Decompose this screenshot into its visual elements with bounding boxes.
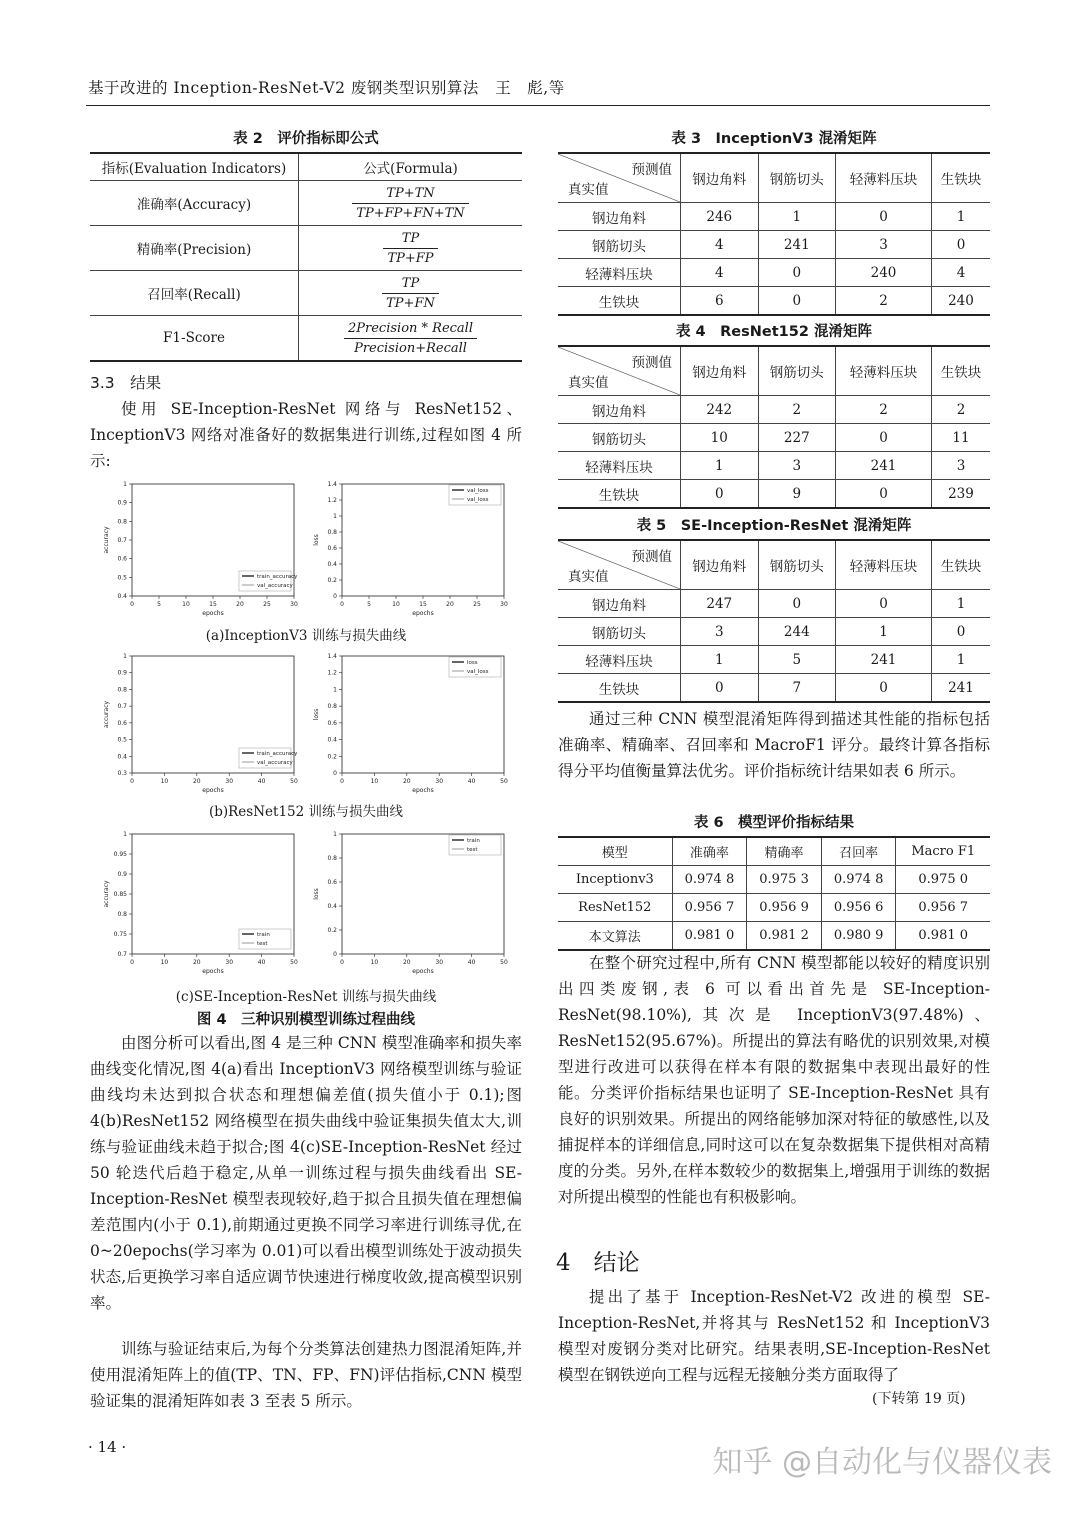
class-header: 钢筋切头: [758, 346, 836, 396]
class-header: 钢边角料: [681, 153, 759, 203]
cell: 0: [836, 590, 932, 618]
y-tick-label: 1: [333, 513, 337, 520]
row-label: 轻薄料压块: [558, 646, 681, 674]
continued-note: (下转第 19 页): [872, 1391, 966, 1407]
cell: 0.956 9: [747, 894, 822, 922]
formula-den: TP+FN: [386, 295, 435, 311]
right-paragraph-2: 在整个研究过程中,所有 CNN 模型都能以较好的精度识别出四类废钢,表 6 可以看出首先是 SE-Inception-ResNet(98.10%),其次是 InceptionV3(97.48%)、ResNet152(95.67%)。所提出的算法有略优的识别效果,对模型进行改进可以获得在样本有限的数据集中表现出最好的性能。分类评价指标结果也证明了 SE-Inception-ResNet 具有良好的识别效果。所提出的网络能够加深对特征的敏感性,以及捕捉样本的详细信息,同时这可以在复杂数据集下提供相对高精度的分类。另外,在样本数较少的数据集上,增强用于训练的数据对所提出模型的性能也有积极影响。: [558, 954, 990, 1206]
legend-label: val_accuracy: [257, 583, 293, 589]
cell: 239: [931, 480, 990, 509]
y-tick-label: 0.4: [117, 593, 127, 600]
formula-den: TP+FP+FN+TN: [356, 205, 465, 221]
x-tick-label: 30: [225, 959, 234, 966]
x-tick-label: 20: [402, 959, 411, 966]
running-header: [88, 76, 565, 98]
row-label: 钢筋切头: [558, 424, 681, 452]
table2: [90, 152, 522, 362]
x-axis-label: epochs: [202, 787, 224, 794]
x-tick-label: 10: [370, 959, 379, 966]
chart-b-loss: [310, 650, 510, 795]
x-tick-label: 10: [160, 959, 169, 966]
cell: 3: [758, 452, 836, 480]
x-tick-label: 30: [290, 601, 298, 608]
x-tick-label: 30: [435, 959, 444, 966]
cell: 0.975 3: [747, 866, 822, 894]
y-tick-label: 0.9: [117, 871, 127, 878]
table6-caption: 表 6 模型评价指标结果: [693, 815, 855, 831]
cell: 4: [681, 231, 759, 259]
y-tick-label: 0.95: [113, 851, 127, 858]
chart-b-accuracy: [100, 650, 300, 795]
y-tick-label: 0.7: [117, 703, 127, 711]
x-axis-label: epochs: [412, 968, 434, 975]
x-tick-label: 0: [340, 601, 344, 608]
cell: Inceptionv3: [558, 866, 672, 894]
y-tick-label: 0.5: [117, 574, 127, 582]
x-tick-label: 20: [236, 601, 244, 608]
chart-a-accuracy: [100, 478, 300, 618]
y-axis-label: accuracy: [103, 880, 110, 908]
x-tick-label: 10: [160, 778, 169, 785]
cell: 1: [931, 646, 990, 674]
class-header: 钢筋切头: [758, 540, 836, 590]
legend-label: test: [257, 941, 268, 947]
x-tick-label: 0: [130, 959, 134, 966]
cell: 2: [758, 396, 836, 424]
x-tick-label: 20: [446, 601, 454, 608]
cell: 0: [836, 480, 932, 509]
cell: 241: [836, 646, 932, 674]
y-tick-label: 0.3: [117, 770, 127, 777]
y-tick-label: 0.6: [327, 879, 337, 886]
y-tick-label: 0.6: [117, 719, 127, 727]
x-tick-label: 30: [500, 601, 508, 608]
cell: 2: [931, 396, 990, 424]
cell: 0.975 0: [896, 866, 990, 894]
cell: 0.956 6: [821, 894, 896, 922]
y-axis-label: loss: [313, 888, 320, 900]
x-tick-label: 40: [467, 959, 476, 966]
y-tick-label: 0.9: [117, 669, 127, 677]
x-tick-label: 40: [257, 778, 266, 785]
table2-col2: 公式(Formula): [299, 153, 523, 181]
cell: 0.981 0: [672, 922, 747, 951]
table3: [558, 152, 990, 316]
row-label: 钢边角料: [558, 203, 681, 231]
y-tick-label: 1: [333, 686, 337, 694]
y-tick-label: 0.4: [327, 736, 337, 744]
x-tick-label: 5: [367, 601, 371, 608]
class-header: 轻薄料压块: [836, 153, 932, 203]
table3-caption: 表 3 InceptionV3 混淆矩阵: [671, 131, 877, 147]
x-tick-label: 0: [340, 959, 344, 966]
table5-caption: 表 5 SE-Inception-ResNet 混淆矩阵: [636, 518, 912, 534]
legend-label: loss: [467, 660, 478, 666]
row-label: 生铁块: [558, 287, 681, 316]
section-3-3-intro: 使用 SE-Inception-ResNet 网络与 ResNet152、InceptionV3 网络对准备好的数据集进行训练,过程如图 4 所示:: [90, 400, 522, 470]
cell: 4: [681, 259, 759, 287]
y-tick-label: 0.6: [327, 545, 337, 552]
cell: 0: [758, 259, 836, 287]
y-tick-label: 0.85: [113, 891, 127, 898]
page-number: · 14 ·: [88, 1438, 127, 1456]
row-label: 钢筋切头: [558, 618, 681, 646]
cell: 6: [681, 287, 759, 316]
cell: 2: [836, 396, 932, 424]
cell: 0.956 7: [672, 894, 747, 922]
pred-label: 预测值: [631, 549, 672, 565]
y-tick-label: 0.8: [327, 703, 337, 711]
row-label: 轻薄料压块: [558, 452, 681, 480]
cell: 0.981 0: [896, 922, 990, 951]
table4: [558, 345, 990, 509]
chart-c-accuracy: [100, 828, 300, 976]
chart-c-loss: [310, 828, 510, 976]
legend-label: train: [257, 932, 270, 938]
table2-formula: [299, 226, 523, 271]
true-label: 真实值: [568, 375, 609, 391]
cell: 9: [758, 480, 836, 509]
figure4-sub-a: (a)InceptionV3 训练与损失曲线: [205, 628, 407, 644]
table2-name: 准确率(Accuracy): [90, 181, 299, 226]
table2-name: 召回率(Recall): [90, 271, 299, 316]
cell: 0: [931, 618, 990, 646]
header-authors: 王 彪,等: [495, 79, 565, 97]
cell: 240: [931, 287, 990, 316]
y-tick-label: 0.8: [117, 911, 127, 918]
table2-formula: [299, 316, 523, 362]
cell: 3: [681, 618, 759, 646]
x-tick-label: 0: [130, 778, 134, 785]
x-tick-label: 15: [209, 601, 217, 608]
figure4-sub-c: (c)SE-Inception-ResNet 训练与损失曲线: [175, 989, 437, 1005]
legend-label: val_loss: [467, 669, 489, 675]
cell: 7: [758, 674, 836, 703]
cell: 0.981 2: [747, 922, 822, 951]
legend-label: train_accuracy: [257, 574, 298, 580]
cell: 2: [836, 287, 932, 316]
legend-label: train_accuracy: [257, 751, 298, 757]
table2-formula: [299, 181, 523, 226]
table2-formula: [299, 271, 523, 316]
class-header: 生铁块: [931, 540, 990, 590]
cell: 0.980 9: [821, 922, 896, 951]
right-paragraph-3: 提出了基于 Inception-ResNet-V2 改进的模型 SE-Inception-ResNet,并将其与 ResNet152 和 InceptionV3 模型对废钢分类对比研究。结果表明,SE-Inception-ResNet 模型在钢铁逆向工程与远程无接触分类方面取得了: [558, 1288, 990, 1384]
y-tick-label: 0.6: [327, 719, 337, 727]
cell: 0: [931, 231, 990, 259]
y-tick-label: 0.4: [327, 903, 337, 910]
legend-label: train: [467, 838, 480, 844]
y-tick-label: 0.9: [117, 499, 127, 507]
x-tick-label: 10: [370, 778, 379, 785]
diag-header: [558, 346, 681, 396]
y-tick-label: 0.8: [327, 529, 337, 536]
header-title: 基于改进的 Inception-ResNet-V2 废钢类型识别算法: [88, 79, 479, 97]
watermark: 知乎 @自动化与仪器仪表: [712, 1445, 1052, 1480]
cell: 1: [931, 590, 990, 618]
y-axis-label: loss: [313, 708, 320, 721]
formula-num: TP+TN: [352, 186, 468, 204]
y-tick-label: 0: [333, 593, 337, 600]
legend-label: val_loss: [467, 488, 489, 494]
section-4-heading: 4 结论: [556, 1250, 640, 1276]
cell: 0: [836, 203, 932, 231]
cell: 4: [931, 259, 990, 287]
formula-den: TP+FP: [387, 250, 434, 266]
cell: 11: [931, 424, 990, 452]
true-label: 真实值: [568, 569, 609, 585]
x-tick-label: 5: [157, 601, 161, 608]
cell: 0: [758, 287, 836, 316]
row-label: 生铁块: [558, 480, 681, 509]
section-3-3-heading: 3.3 结果: [90, 374, 162, 392]
table2-name: F1-Score: [90, 316, 299, 362]
cell: 1: [836, 618, 932, 646]
cell: 1: [681, 452, 759, 480]
y-tick-label: 0.4: [327, 561, 337, 568]
cell: 247: [681, 590, 759, 618]
cell: 10: [681, 424, 759, 452]
formula-num: TP: [382, 276, 439, 294]
cell: 0: [681, 480, 759, 509]
row-label: 生铁块: [558, 674, 681, 703]
x-tick-label: 20: [192, 959, 201, 966]
class-header: 钢筋切头: [758, 153, 836, 203]
y-tick-label: 0.6: [117, 555, 127, 563]
x-tick-label: 50: [290, 778, 298, 785]
x-axis-label: epochs: [412, 787, 434, 794]
cell: 1: [931, 203, 990, 231]
x-axis-label: epochs: [202, 968, 224, 975]
figure4-caption: 图 4 三种识别模型训练过程曲线: [196, 1012, 416, 1028]
legend-label: val_accuracy: [257, 760, 293, 766]
x-tick-label: 0: [130, 601, 134, 608]
x-tick-label: 50: [500, 959, 508, 966]
table4-caption: 表 4 ResNet152 混淆矩阵: [676, 324, 872, 340]
y-tick-label: 0: [333, 951, 337, 958]
formula-den: Precision+Recall: [354, 340, 467, 356]
x-tick-label: 0: [340, 778, 344, 785]
formula-num: TP: [383, 231, 437, 249]
formula-num: 2Precision * Recall: [344, 321, 477, 339]
y-tick-label: 1: [123, 831, 127, 838]
diag-header: [558, 540, 681, 590]
cell: 本文算法: [558, 922, 672, 951]
y-tick-label: 0.2: [327, 577, 337, 584]
cell: 5: [758, 646, 836, 674]
cell: 0.956 7: [896, 894, 990, 922]
table6-header: Macro F1: [896, 837, 990, 866]
table6-header: 模型: [558, 837, 672, 866]
y-tick-label: 0.4: [117, 753, 127, 761]
cell: 241: [836, 452, 932, 480]
table6-header: 召回率: [821, 837, 896, 866]
cell: ResNet152: [558, 894, 672, 922]
cell: 0: [836, 674, 932, 703]
row-label: 钢边角料: [558, 396, 681, 424]
cell: 0: [758, 590, 836, 618]
table2-caption: 表 2 评价指标即公式: [233, 131, 379, 147]
y-tick-label: 1: [123, 481, 127, 488]
cell: 1: [681, 646, 759, 674]
y-tick-label: 0.8: [327, 855, 337, 862]
y-tick-label: 1.4: [327, 653, 337, 660]
cell: 241: [931, 674, 990, 703]
y-tick-label: 0.8: [117, 686, 127, 694]
x-tick-label: 50: [500, 778, 508, 785]
left-paragraph-2: 训练与验证结束后,为每个分类算法创建热力图混淆矩阵,并使用混淆矩阵上的值(TP、TN、FP、FN)评估指标,CNN 模型验证集的混淆矩阵如表 3 至表 5 所示。: [90, 1340, 522, 1410]
cell: 227: [758, 424, 836, 452]
y-tick-label: 0.8: [117, 518, 127, 526]
cell: 1: [758, 203, 836, 231]
right-paragraph-1: 通过三种 CNN 模型混淆矩阵得到描述其性能的指标包括准确率、精确率、召回率和 MacroF1 评分。最终计算各指标得分平均值衡量算法优劣。评价指标统计结果如表 6 所示。: [558, 710, 990, 780]
class-header: 生铁块: [931, 153, 990, 203]
true-label: 真实值: [568, 182, 609, 198]
x-tick-label: 15: [419, 601, 427, 608]
cell: 0.974 8: [821, 866, 896, 894]
cell: 242: [681, 396, 759, 424]
y-tick-label: 0.2: [327, 753, 337, 761]
x-tick-label: 10: [182, 601, 190, 608]
chart-a-loss: [310, 478, 510, 618]
cell: 3: [836, 231, 932, 259]
y-tick-label: 0: [333, 770, 337, 777]
y-tick-label: 0.7: [117, 951, 127, 958]
x-tick-label: 25: [473, 601, 481, 608]
x-tick-label: 30: [225, 778, 234, 785]
figure4-sub-b: (b)ResNet152 训练与损失曲线: [208, 804, 404, 820]
table6-header: 精确率: [747, 837, 822, 866]
y-tick-label: 0.5: [117, 736, 127, 744]
cell: 241: [758, 231, 836, 259]
cell: 246: [681, 203, 759, 231]
pred-label: 预测值: [631, 355, 672, 371]
x-tick-label: 10: [392, 601, 400, 608]
y-tick-label: 0.2: [327, 927, 337, 934]
x-tick-label: 20: [402, 778, 411, 785]
x-tick-label: 30: [435, 778, 444, 785]
cell: 0: [681, 674, 759, 703]
y-tick-label: 1: [333, 831, 337, 838]
y-tick-label: 1: [123, 653, 127, 660]
x-tick-label: 25: [263, 601, 271, 608]
y-axis-label: loss: [313, 534, 320, 546]
y-tick-label: 1.2: [327, 669, 337, 677]
cell: 240: [836, 259, 932, 287]
left-paragraph-1: 由图分析可以看出,图 4 是三种 CNN 模型准确率和损失率曲线变化情况,图 4(a)看出 InceptionV3 网络模型训练与验证曲线均未达到拟合状态和理想偏差值(损失值小于 0.1);图 4(b)ResNet152 网络模型在损失曲线中验证集损失值太大,训练与验证曲线未趋于拟合;图 4(c)SE-Inception-ResNet 经过 50 轮迭代后趋于稳定,从单一训练过程与损失曲线看出 SE-Inception-ResNet 模型表现较好,趋于拟合且损失值在理想偏差范围内(小于 0.1),前期通过更换不同学习率进行训练寻优,在 0~20epochs(学习率为 0.01)可以看出模型训练处于波动损失状态,后更换学习率自适应调节快速进行梯度收敛,提高模型识别率。: [90, 1034, 522, 1312]
y-tick-label: 1.4: [327, 481, 337, 488]
row-label: 钢边角料: [558, 590, 681, 618]
header-rule: [86, 105, 990, 106]
pred-label: 预测值: [631, 162, 672, 178]
table6: [558, 836, 990, 951]
row-label: 钢筋切头: [558, 231, 681, 259]
y-axis-label: accuracy: [103, 700, 110, 729]
table2-col1: 指标(Evaluation Indicators): [90, 153, 299, 181]
row-label: 轻薄料压块: [558, 259, 681, 287]
class-header: 轻薄料压块: [836, 346, 932, 396]
x-tick-label: 20: [192, 778, 201, 785]
table5: [558, 539, 990, 703]
y-tick-label: 0.75: [113, 931, 127, 938]
cell: 3: [931, 452, 990, 480]
cell: 244: [758, 618, 836, 646]
legend-label: test: [467, 847, 478, 853]
x-axis-label: epochs: [412, 610, 434, 617]
class-header: 轻薄料压块: [836, 540, 932, 590]
y-tick-label: 0.7: [117, 537, 127, 544]
table2-name: 精确率(Precision): [90, 226, 299, 271]
x-tick-label: 50: [290, 959, 298, 966]
cell: 0.974 8: [672, 866, 747, 894]
legend-label: val_loss: [467, 497, 489, 503]
x-tick-label: 40: [257, 959, 266, 966]
y-tick-label: 1.2: [327, 497, 337, 504]
class-header: 钢边角料: [681, 540, 759, 590]
cell: 0: [836, 424, 932, 452]
table6-header: 准确率: [672, 837, 747, 866]
y-axis-label: accuracy: [103, 526, 110, 554]
x-tick-label: 40: [467, 778, 476, 785]
x-axis-label: epochs: [202, 610, 224, 617]
class-header: 钢边角料: [681, 346, 759, 396]
diag-header: [558, 153, 681, 203]
class-header: 生铁块: [931, 346, 990, 396]
